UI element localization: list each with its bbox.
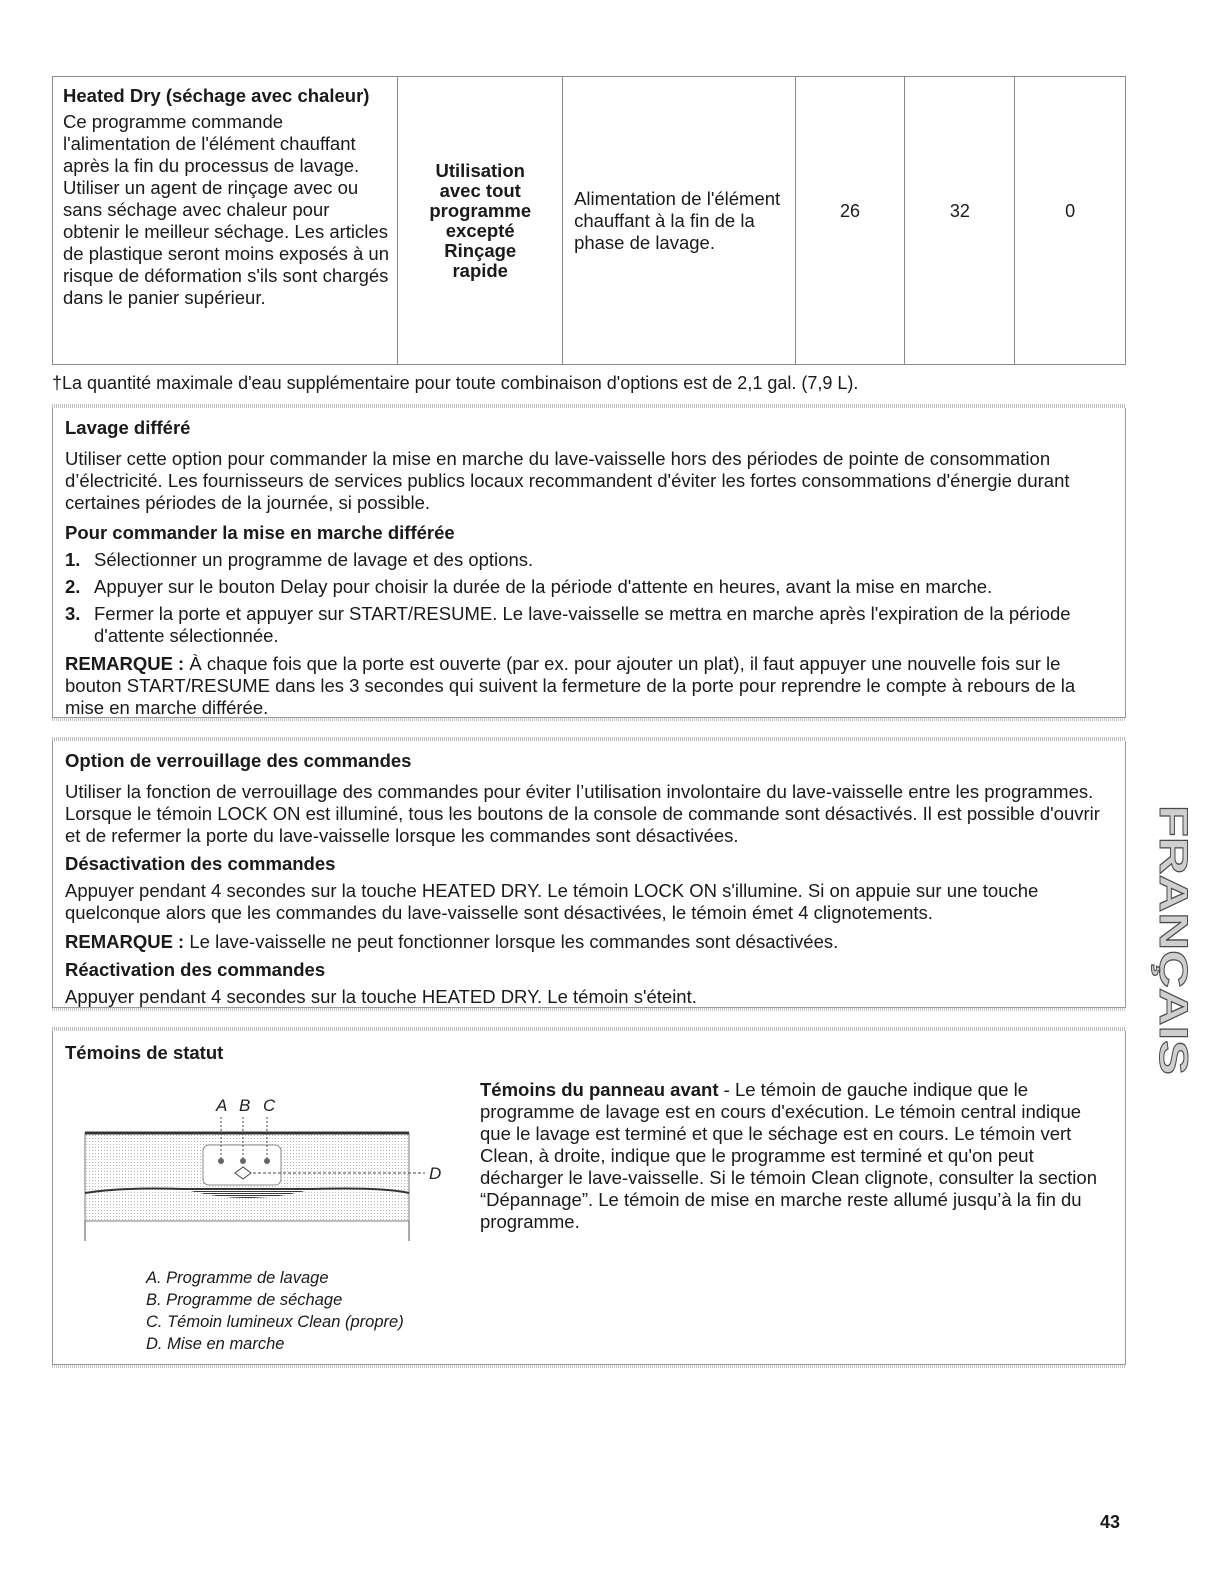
caption-d: D. Mise en marche [146, 1335, 285, 1353]
usage-text: Utilisation avec tout programme excepté Rinçage rapide [429, 159, 532, 281]
value-cell-2 [905, 77, 1015, 364]
clean-light [264, 1158, 270, 1164]
note-text: Le lave-vaisselle ne peut fonctionner lorsque les commandes sont désactivées. [184, 931, 839, 952]
step-number: 2. [65, 576, 81, 597]
label-d: D [429, 1164, 442, 1183]
delay-subtitle: Pour commander la mise en marche différée [65, 522, 455, 543]
page-number: 43 [1100, 1512, 1121, 1532]
lock-note [65, 931, 1113, 953]
lock-intro: Utiliser la fonction de verrouillage des commandes pour éviter l’utilisation involontaire du lave-vaisselle entre les programmes. Lorsque le témoin LOCK ON est illuminé, tous les boutons de la console de commande sont désactivés. Il est possible d'ouvrir et de refermer la porte du lave-vaisselle lorsque les commandes sont désactivées. [65, 781, 1100, 846]
value-3: 0 [1065, 201, 1076, 221]
footnote: †La quantité maximale d'eau supplémentaire pour toute combinaison d'options est de 2,1 gal. (7,9 L). [52, 373, 859, 393]
status-section [52, 1030, 1126, 1365]
step-number: 1. [65, 549, 81, 570]
delay-intro: Utiliser cette option pour commander la mise en marche du lave-vaisselle hors des périodes de pointe de consommation d’électricité. Les fournisseurs de services publics locaux recommandent d'éviter les fortes consommations d'énergie durant certaines périodes de la journée, si possible. [65, 448, 1070, 513]
caption-b: B. Programme de séchage [146, 1291, 343, 1309]
reactivation-text: Appuyer pendant 4 secondes sur la touche HEATED DRY. Le témoin s'éteint. [65, 986, 697, 1007]
note-label: REMARQUE : [65, 931, 185, 952]
front-panel-description [480, 1079, 1110, 1233]
delay-steps [65, 549, 1113, 647]
step-number: 3. [65, 603, 81, 624]
status-title: Témoins de statut [65, 1042, 224, 1063]
indicator-housing [203, 1145, 281, 1185]
lock-section [52, 740, 1126, 1008]
step-text: Appuyer sur le bouton Delay pour choisir la durée de la période d'attente en heures, avant la mise en marche. [94, 576, 993, 597]
delay-step [65, 576, 1113, 598]
value-cell-1 [796, 77, 906, 364]
delay-step [65, 603, 1113, 647]
description-text: Alimentation de l'élément chauffant à la fin de la phase de lavage. [574, 187, 781, 253]
delay-title: Lavage différé [65, 417, 191, 438]
note-text: À chaque fois que la porte est ouverte (par ex. pour ajouter un plat), il faut appuyer une nouvelle fois sur le bouton START/RESUME dans les 3 secondes qui suivent la fermeture de la porte pour reprendre le compte à rebours de la mise en marche différée. [65, 653, 1076, 718]
dry-light [240, 1158, 246, 1164]
step-text: Fermer la porte et appuyer sur START/RESUME. Le lave-vaisselle se mettra en marche après l'expiration de la période d'attente sélectionnée. [94, 603, 1071, 646]
program-description: Ce programme commande l'alimentation de l'élément chauffant après la fin du processus de lavage. Utiliser un agent de rinçage avec ou sans séchage avec chaleur pour obtenir le meilleur séchage. Les articles de plastique seront moins exposés à un risque de déformation s'ils sont chargés dans le panier supérieur. [63, 111, 390, 308]
control-panel-illustration [83, 1081, 453, 1241]
delay-note [65, 653, 1113, 719]
side-tab-label: FRANÇAIS [1151, 805, 1195, 1012]
panel-title: Témoins du panneau avant [480, 1079, 719, 1100]
caption-a: A. Programme de lavage [146, 1269, 329, 1287]
value-2: 32 [949, 201, 970, 221]
note-label: REMARQUE : [65, 653, 185, 674]
program-title: Heated Dry (séchage avec chaleur) [63, 85, 370, 106]
figure-captions [146, 1267, 404, 1355]
label-b: B [239, 1096, 251, 1115]
delay-section [52, 407, 1126, 718]
delay-step [65, 549, 1113, 571]
label-c: C [263, 1096, 276, 1115]
description-cell [563, 77, 796, 364]
deactivation-text: Appuyer pendant 4 secondes sur la touche HEATED DRY. Le témoin LOCK ON s'illumine. Si on appuie sur une touche quelconque alors que les commandes du lave-vaisselle sont désactivées, le témoin émet 4 clignotements. [65, 880, 1039, 923]
language-side-tab [1146, 805, 1198, 1080]
label-a: A [216, 1096, 228, 1115]
value-cell-3 [1015, 77, 1125, 364]
caption-c: C. Témoin lumineux Clean (propre) [146, 1313, 404, 1331]
panel-text: - Le témoin de gauche indique que le programme de lavage est en cours d'exécution. Le témoin central indique que le lavage est terminé et que le séchage est en cours. Le témoin vert Clean, à droite, indique que le programme est terminé et qu'on peut décharger le lave-vaisselle. Si le témoin Clean clignote, consulter la section “Dépannage”. Le témoin de mise en marche reste allumé jusqu’à la fin du programme. [480, 1079, 1097, 1232]
deactivation-title: Désactivation des commandes [65, 853, 336, 874]
options-table-row [52, 76, 1126, 365]
program-cell [53, 77, 398, 364]
wash-light [218, 1158, 224, 1164]
value-1: 26 [840, 201, 861, 221]
lock-title: Option de verrouillage des commandes [65, 750, 412, 771]
usage-cell [398, 77, 563, 364]
step-text: Sélectionner un programme de lavage et des options. [94, 549, 534, 570]
reactivation-title: Réactivation des commandes [65, 959, 326, 980]
